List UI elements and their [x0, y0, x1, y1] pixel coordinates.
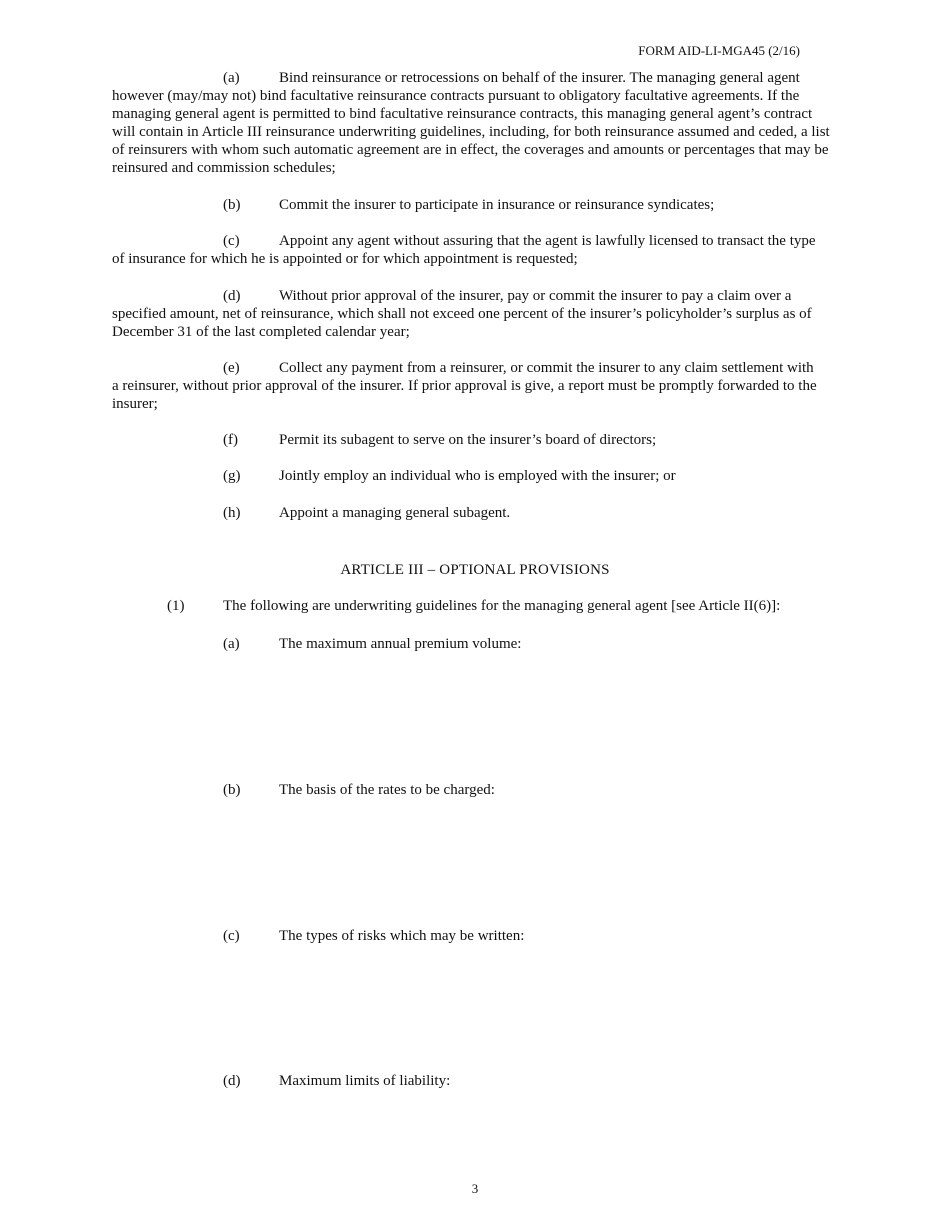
item-lead-text: Commit the insurer to participate in insurance or reinsurance syndicates; [279, 197, 715, 213]
item-text: The basis of the rates to be charged: [279, 782, 495, 798]
page-number: 3 [471, 1181, 479, 1196]
guideline-item-c [223, 927, 843, 945]
prohibition-item-g [223, 467, 843, 485]
prohibition-item-b [223, 196, 843, 214]
item-continuation-text: a reinsurer, without prior approval of the insurer. If prior approval is give, a report must be promptly forwarded to the insurer; [112, 378, 817, 412]
item-marker: (e) [223, 360, 240, 376]
item-marker: (b) [223, 197, 241, 213]
item-lead-text: Bind reinsurance or retrocessions on behalf of the insurer. The managing general agent [279, 70, 800, 86]
prohibition-item-d [112, 287, 838, 341]
item-marker: (d) [223, 1073, 241, 1089]
item-lead-text: Collect any payment from a reinsurer, or commit the insurer to any claim settlement with [279, 360, 814, 376]
item-marker: (b) [223, 782, 241, 798]
item-marker: (f) [223, 432, 238, 448]
item-text: The types of risks which may be written: [279, 928, 525, 944]
form-identifier: FORM AID-LI-MGA45 (2/16) [638, 43, 800, 58]
item-lead-text: Appoint a managing general subagent. [279, 505, 511, 521]
prohibition-item-lead [112, 359, 838, 377]
item-marker: (h) [223, 505, 241, 521]
article-heading: ARTICLE III – OPTIONAL PROVISIONS [340, 562, 610, 578]
prohibition-item-a [112, 69, 838, 177]
prohibition-item-lead [112, 69, 838, 87]
prohibition-item-c [112, 232, 838, 268]
item-lead-text: Without prior approval of the insurer, pay or commit the insurer to pay a claim over a [279, 288, 792, 304]
item-text: The maximum annual premium volume: [279, 636, 522, 652]
guideline-item-a [223, 635, 843, 653]
item-continuation-text: specified amount, net of reinsurance, which shall not exceed one percent of the insurer’s policyholder’s surplus as of December 31 of the last completed calendar year; [112, 306, 812, 340]
item-marker: (a) [223, 70, 240, 86]
item-marker: (g) [223, 468, 241, 484]
numbered-item-1 [167, 597, 847, 615]
item-marker: (c) [223, 233, 240, 249]
prohibition-item-lead [112, 287, 838, 305]
item-continuation-text: however (may/may not) bind facultative reinsurance contracts pursuant to obligatory facultative agreements. If the managing general agent is permitted to bind facultative reinsurance contracts, this managing general agent’s contract will contain in Article III reinsurance underwriting guidelines, including, for both reinsurance assumed and ceded, a list of reinsurers with whom such automatic agreement are in effect, the coverages and amounts or percentages that may be reinsured and commission schedules; [112, 88, 830, 176]
prohibition-item-lead [112, 232, 838, 250]
item-continuation-text: of insurance for which he is appointed or for which appointment is requested; [112, 251, 578, 267]
guideline-item-b [223, 781, 843, 799]
prohibition-item-f [223, 431, 843, 449]
item-text: Maximum limits of liability: [279, 1073, 451, 1089]
item-marker: (d) [223, 288, 241, 304]
item-marker: (c) [223, 928, 240, 944]
item-lead-text: Permit its subagent to serve on the insurer’s board of directors; [279, 432, 657, 448]
prohibition-item-e [112, 359, 838, 413]
item-marker: (1) [167, 598, 185, 614]
guideline-item-d [223, 1072, 843, 1090]
item-marker: (a) [223, 636, 240, 652]
item-lead-text: Jointly employ an individual who is employed with the insurer; or [279, 468, 676, 484]
prohibition-item-h [223, 504, 843, 522]
item-text: The following are underwriting guidelines for the managing general agent [see Article II(6)]: [223, 598, 781, 614]
item-lead-text: Appoint any agent without assuring that the agent is lawfully licensed to transact the type [279, 233, 816, 249]
